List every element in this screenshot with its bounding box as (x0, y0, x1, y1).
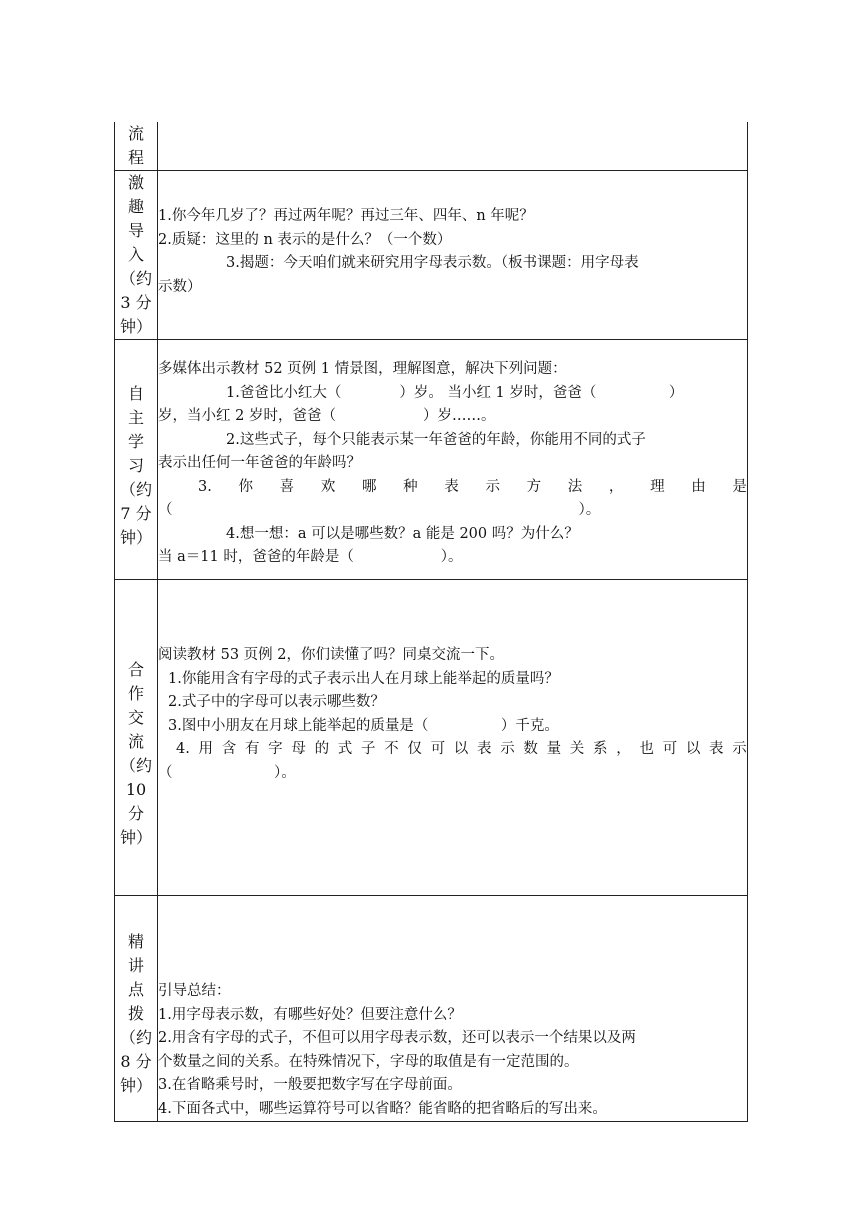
label-char: （约 (119, 1028, 152, 1047)
justified-char: 3. (198, 478, 212, 495)
justified-char: 仅 (407, 741, 422, 757)
label-char: 钟） (119, 1076, 152, 1095)
row-content (158, 580, 748, 896)
content-line: 表示出任何一年爸爸的年龄吗？ (158, 455, 361, 471)
justified-char: 关 (569, 741, 585, 757)
content-line: 当 a＝11 时，爸爸的年龄是（ ）。 (158, 549, 463, 565)
lesson-plan-sheet (114, 122, 748, 1122)
content-line: 2.质疑：这里的 n 表示的是什么？（一个数） (158, 231, 452, 248)
content-line: 3.图中小朋友在月球上能举起的质量是（ ）千克。 (168, 717, 559, 734)
content-line: 2.用含有字母的式子，不但可以用字母表示数，还可以表示一个结果以及两 (158, 1030, 636, 1046)
row-content (158, 340, 748, 580)
label-char: 主 (127, 408, 144, 427)
label-char: 钟） (119, 317, 152, 336)
justified-char: 量 (546, 741, 562, 757)
label-char: 入 (127, 245, 144, 264)
content-line: 引导总结： (158, 983, 231, 999)
label-char: 流 (127, 732, 144, 751)
content-line: 岁，当小红 2 岁时，爸爸（ ）岁……。 (158, 408, 496, 424)
justified-char: 系 (593, 741, 608, 757)
content-line: 2.式子中的字母可以表示哪些数？ (168, 694, 385, 710)
justified-char: 数 (523, 741, 538, 757)
justified-char: 以 (685, 741, 701, 757)
justified-char: 的 (314, 741, 330, 757)
label-char: 趣 (127, 197, 144, 216)
label-char: 拨 (127, 1004, 144, 1023)
label-char: 钟） (119, 528, 152, 547)
justified-char: 式 (337, 741, 353, 757)
row-content (158, 896, 748, 1122)
label-char: 激 (127, 173, 144, 192)
justified-char: 4. (176, 741, 190, 757)
justified-char: 理 (650, 478, 665, 495)
justified-char: ， (608, 478, 624, 495)
content-line: （ ）。 (158, 764, 296, 781)
content-line: 1.用字母表示数，有哪些好处？但要注意什么？ (158, 1006, 462, 1023)
label-char: 合 (127, 660, 144, 679)
label-char: 自 (127, 384, 144, 403)
justified-char: ， (616, 741, 631, 757)
justified-char: 喜 (279, 478, 295, 495)
content-line: 4.想一想：a 可以是哪些数？a 能是 200 吗？为什么？ (226, 525, 579, 542)
justified-char: 方 (526, 478, 542, 495)
justified-char: 表 (444, 478, 459, 495)
label-char: 程 (127, 148, 144, 167)
label-char: 7 分 (120, 504, 152, 523)
justified-char: 示 (485, 478, 500, 495)
row-explanation (115, 896, 748, 1122)
row-cooperation (115, 580, 748, 896)
content-line: 多媒体出示教材 52 页例 1 情景图，理解图意，解决下列问题： (158, 361, 567, 377)
justified-char: 以 (453, 741, 469, 757)
justified-line (158, 738, 747, 762)
justified-char: 字 (268, 741, 283, 757)
label-char: 学 (127, 432, 144, 451)
label-char: 点 (127, 980, 144, 999)
justified-char: 表 (476, 741, 492, 757)
row-self-study (115, 340, 748, 580)
row-label (115, 340, 158, 580)
content-line: 3.揭题：今天咱们就来研究用字母表示数。（板书课题：用字母表 (226, 255, 639, 271)
label-char: 3 分 (120, 293, 152, 312)
content-line: 2.这些式子，每个只能表示某一年爸爸的年龄，你能用不同的式子 (226, 431, 646, 448)
label-char: 8 分 (120, 1052, 152, 1071)
row-content (158, 171, 748, 340)
label-char: 精 (127, 932, 144, 951)
label-char: （约 (119, 480, 152, 499)
content-line: （ ）。 (158, 502, 601, 518)
label-char: 10 (125, 780, 147, 799)
justified-char: 欢 (320, 478, 336, 495)
row-process (115, 122, 748, 171)
content-line: 1.你今年几岁了？再过两年呢？再过三年、四年、n 年呢？ (158, 208, 534, 224)
justified-char: 可 (430, 741, 446, 757)
justified-char: 示 (732, 741, 747, 757)
justified-char: 哪 (361, 478, 377, 495)
label-char: （约 (119, 269, 152, 288)
justified-char: 可 (662, 741, 678, 757)
content-line: 3.在省略乘号时，一般要把数字写在字母前面。 (158, 1077, 462, 1093)
content-line: 个数量之间的关系。在特殊情况下，字母的取值是有一定范围的。 (158, 1053, 579, 1070)
label-char: 钟） (119, 828, 152, 847)
row-label (115, 896, 158, 1122)
content-line: 阅读教材 53 页例 2，你们读懂了吗？同桌交流一下。 (158, 647, 505, 663)
row-label (115, 122, 158, 171)
justified-char: 子 (360, 741, 376, 757)
label-char: （约 (119, 756, 152, 775)
justified-char: 种 (403, 478, 418, 495)
justified-char: 有 (244, 741, 260, 757)
justified-char: 法 (567, 478, 583, 495)
label-char: 交 (127, 708, 144, 727)
label-char: 作 (127, 684, 144, 703)
justified-char: 你 (238, 478, 253, 495)
label-char: 流 (127, 124, 144, 143)
justified-char: 用 (198, 741, 214, 757)
row-content (158, 122, 748, 171)
justified-char: 母 (291, 741, 306, 757)
justified-char: 表 (709, 741, 724, 757)
content-line: 1.你能用含有字母的式子表示出人在月球上能举起的质量吗？ (168, 670, 559, 687)
content-line: 示数） (158, 278, 202, 295)
label-char: 分 (127, 804, 144, 823)
justified-char: 示 (500, 741, 515, 757)
justified-char: 是 (732, 478, 747, 495)
lesson-plan-table (114, 122, 748, 1122)
row-warmup (115, 171, 748, 340)
content-line: 1.爸爸比小红大（ ）岁。 当小红 1 岁时，爸爸（ ） (226, 384, 684, 401)
label-char: 导 (127, 221, 144, 240)
justified-line (158, 476, 747, 500)
label-char: 习 (127, 456, 144, 475)
justified-char: 由 (691, 478, 706, 495)
row-label (115, 171, 158, 340)
content-line: 4.下面各式中，哪些运算符号可以省略？能省略的把省略后的写出来。 (158, 1100, 607, 1117)
justified-char: 含 (221, 741, 237, 757)
label-char: 讲 (127, 956, 144, 975)
row-label (115, 580, 158, 896)
justified-char: 也 (639, 741, 654, 757)
justified-char: 不 (384, 741, 399, 757)
